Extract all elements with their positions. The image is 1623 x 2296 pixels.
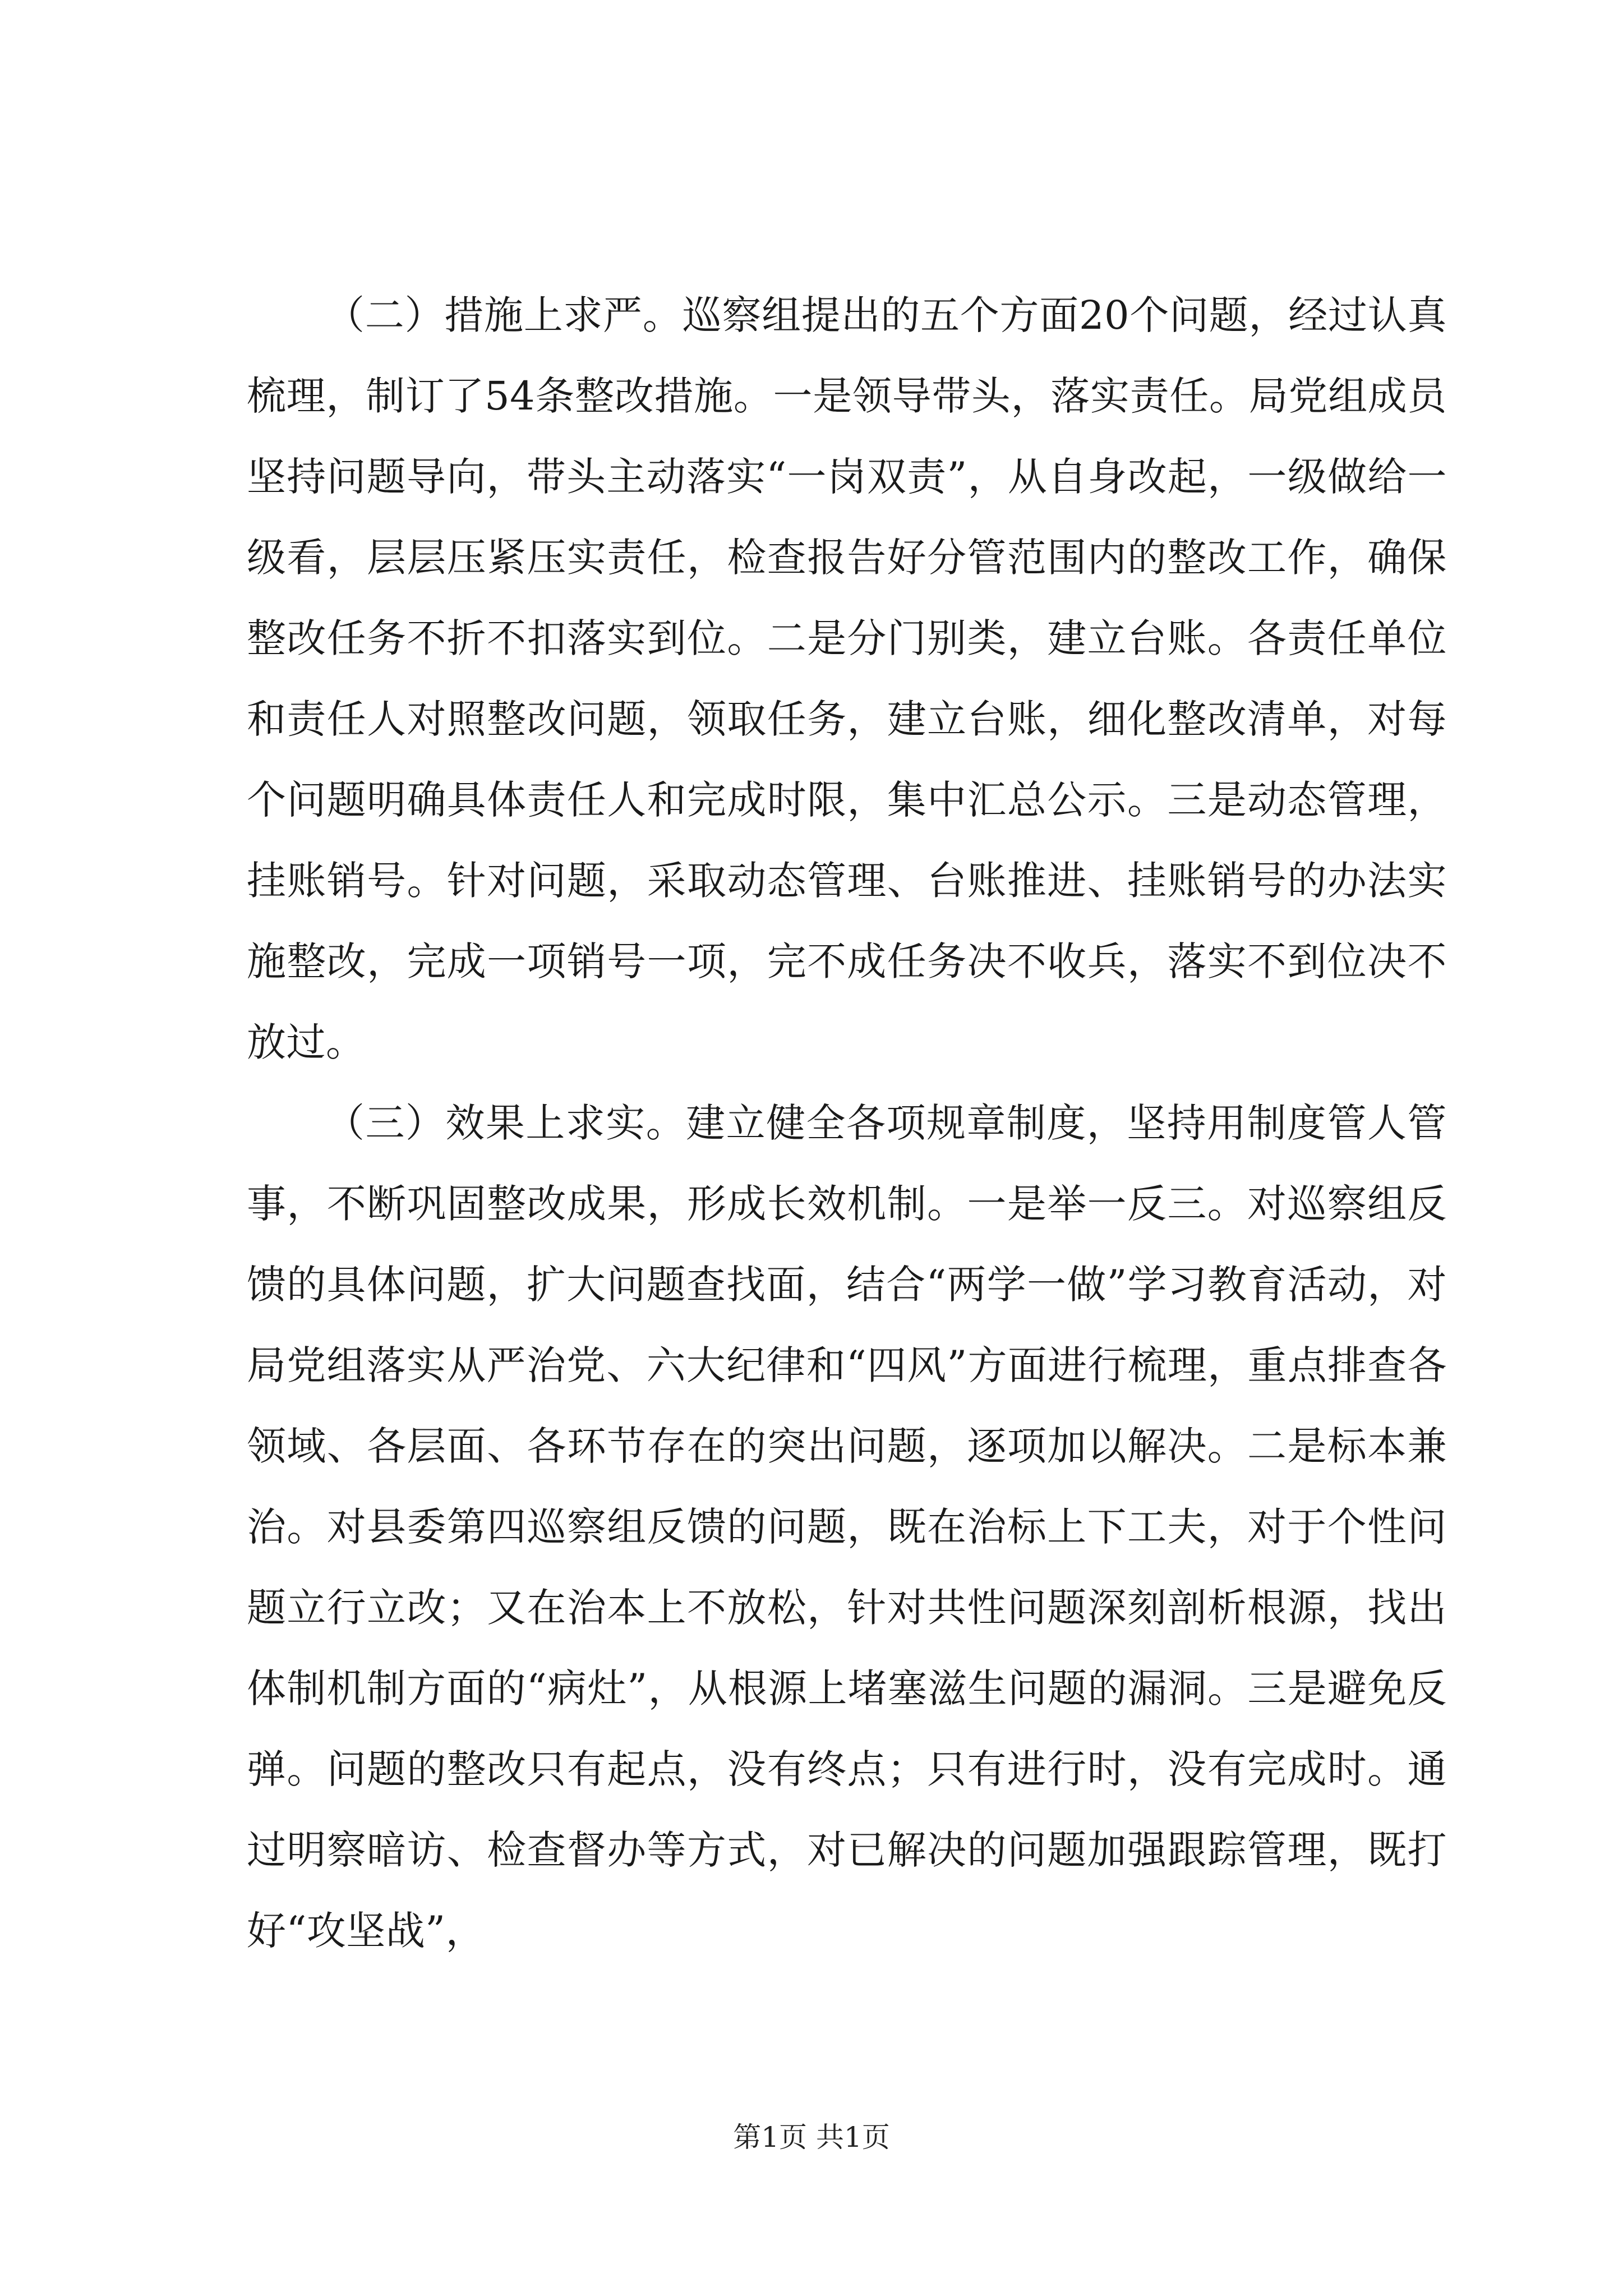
paragraph-measures: （二）措施上求严。巡察组提出的五个方面20个问题，经过认真梳理，制订了54条整改措施。一是领导带头，落实责任。局党组成员坚持问题导向，带头主动落实“一岗双责”，从自身改起，一级做给一级看，层层压紧压实责任，检查报告好分管范围内的整改工作，确保整改任务不折不扣落实到位。二是分门别类，建立台账。各责任单位和责任人对照整改问题，领取任务，建立台账，细化整改清单，对每个问题明确具体责任人和完成时限，集中汇总公示。三是动态管理，挂账销号。针对问题，采取动态管理、台账推进、挂账销号的办法实施整改，完成一项销号一项，完不成任务决不收兵，落实不到位决不放过。 xyxy=(247,292,1447,1065)
paragraph-results: （三）效果上求实。建立健全各项规章制度，坚持用制度管人管事，不断巩固整改成果，形成长效机制。一是举一反三。对巡察组反馈的具体问题，扩大问题查找面，结合“两学一做”学习教育活动，对局党组落实从严治党、六大纪律和“四风”方面进行梳理，重点排查各领域、各层面、各环节存在的突出问题，逐项加以解决。二是标本兼治。对县委第四巡察组反馈的问题，既在治标上下工夫，对于个性问题立行立改；又在治本上不放松，针对共性问题深刻剖析根源，找出体制机制方面的“病灶”，从根源上堵塞滋生问题的漏洞。三是避免反弹。问题的整改只有起点，没有终点；只有进行时，没有完成时。通过明察暗访、检查督办等方式，对已解决的问题加强跟踪管理，既打好“攻坚战”， xyxy=(247,1100,1447,1954)
page-footer xyxy=(0,2118,1623,2157)
page-number-label: 第1页 共1页 xyxy=(733,2121,890,2154)
document-body xyxy=(247,275,1447,1971)
